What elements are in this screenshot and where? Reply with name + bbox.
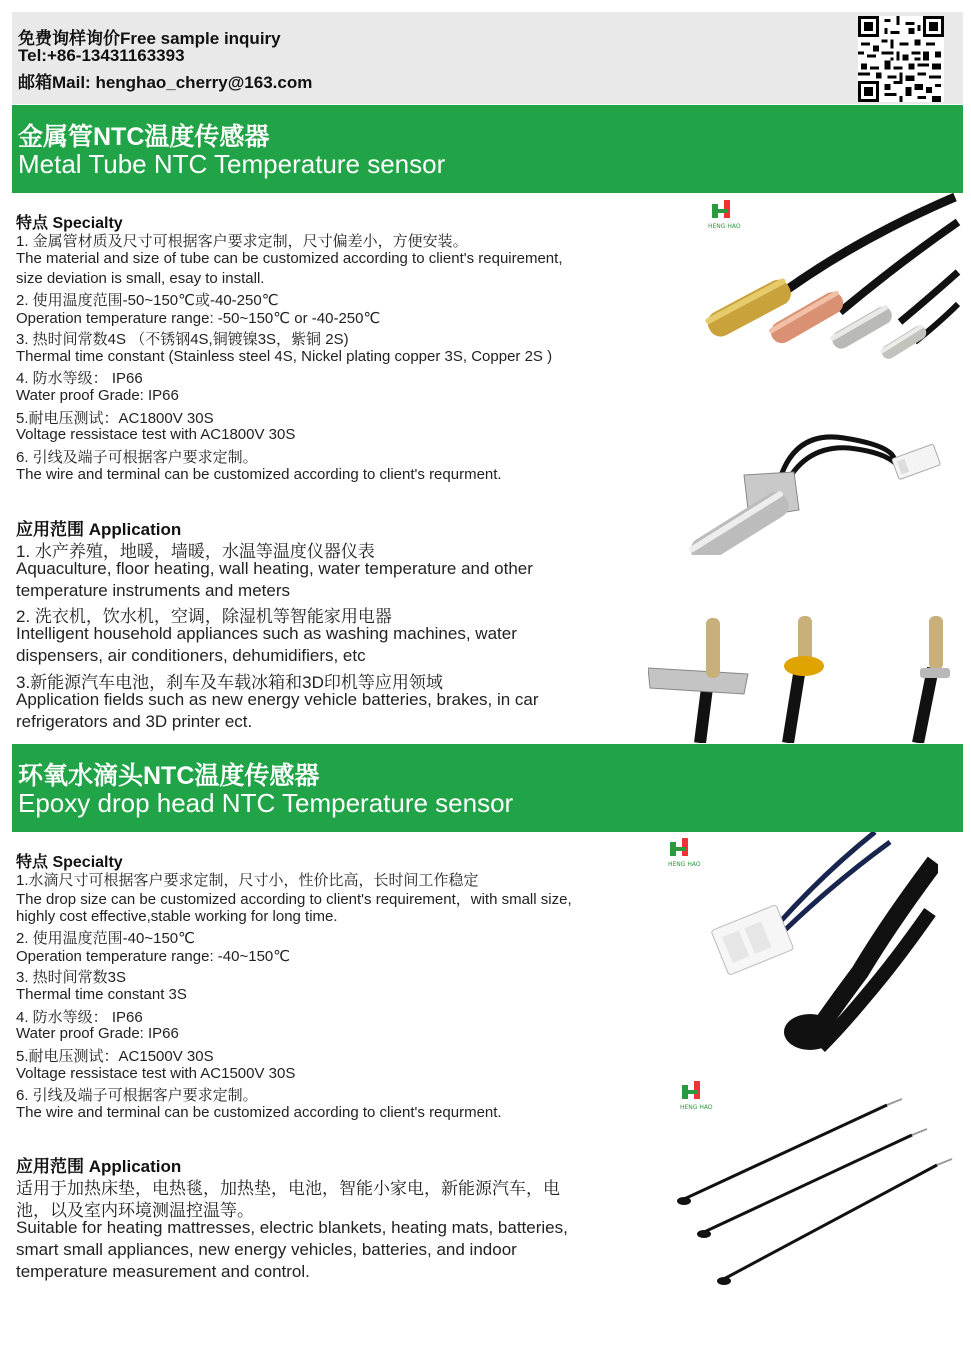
epoxy-drop-connector-image — [660, 832, 938, 1057]
section1-specialty-line: Voltage ressistace test with AC1800V 30S — [16, 426, 296, 443]
brand-logo-icon — [668, 838, 701, 868]
contact-inquiry: 免费询样询价Free sample inquiry — [18, 29, 281, 48]
flange-probe-image — [684, 420, 944, 555]
brand-logo-icon — [680, 1081, 713, 1111]
section1-specialty-heading: 特点 Specialty — [16, 215, 123, 232]
svg-text:HENG HAO: HENG HAO — [680, 1104, 713, 1111]
section1-specialty-line: size deviation is small, esay to install. — [16, 270, 265, 287]
section2-specialty-line: 1.水滴尺寸可根据客户要求定制，尺寸小，性价比高，长时间工作稳定 — [16, 872, 479, 889]
section1-specialty-line: The wire and terminal can be customized according to client's requrment. — [16, 466, 502, 483]
section1-application-line: dispensers, air conditioners, dehumidifiers, etc — [16, 646, 366, 665]
section2-specialty-line: Water proof Grade: IP66 — [16, 1025, 179, 1042]
section1-specialty-line: 4. 防水等级： IP66 — [16, 370, 143, 387]
section2-specialty-line: 3. 热时间常数3S — [16, 969, 127, 986]
section2-specialty-line: highly cost effective,stable working for long time. — [16, 908, 338, 925]
section2-specialty-line: The drop size can be customized according to client's requirement，with small size, — [16, 891, 572, 908]
contact-header — [12, 12, 963, 104]
contact-tel: Tel:+86-13431163393 — [18, 46, 185, 65]
section1-application-line: Application fields such as new energy vehicle batteries, brakes, in car — [16, 690, 539, 709]
section2-specialty-line: Thermal time constant 3S — [16, 986, 187, 1003]
svg-text:HENG HAO: HENG HAO — [708, 223, 741, 230]
section1-specialty-line: 1. 金属管材质及尺寸可根据客户要求定制，尺寸偏差小，方便安装。 — [16, 233, 468, 250]
section1-specialty-line: Water proof Grade: IP66 — [16, 387, 179, 404]
section2-application-line: 适用于加热床垫，电热毯，加热垫，电池，智能小家电，新能源汽车，电 — [16, 1179, 560, 1198]
section2-specialty-line: 5.耐电压测试：AC1500V 30S — [16, 1048, 214, 1065]
section2-application-heading: 应用范围 Application — [16, 1157, 182, 1176]
section1-specialty-line: 2. 使用温度范围-50~150℃或-40-250℃ — [16, 292, 279, 309]
section1-application-line: Aquaculture, floor heating, wall heating, water temperature and other — [16, 559, 533, 578]
section2-specialty-line: Operation temperature range: -40~150℃ — [16, 948, 291, 965]
section2-banner — [12, 744, 963, 832]
section1-title-cn: 金属管NTC温度传感器 — [18, 123, 270, 151]
section1-specialty-line: 5.耐电压测试：AC1800V 30S — [16, 410, 214, 427]
section1-specialty-line: 3. 热时间常数4S （不锈钢4S,铜镀镍3S，紫铜 2S) — [16, 331, 349, 348]
section2-application-line: smart small appliances, new energy vehicles, batteries, and indoor — [16, 1240, 517, 1259]
section2-specialty-line: 6. 引线及端子可根据客户要求定制。 — [16, 1087, 258, 1104]
section1-application-heading: 应用范围 Application — [16, 520, 182, 539]
brand-logo-icon — [708, 200, 741, 230]
section2-title-cn: 环氧水滴头NTC温度传感器 — [18, 762, 320, 790]
section1-title-en: Metal Tube NTC Temperature sensor — [18, 149, 446, 179]
section1-application-line: 1. 水产养殖，地暖，墙暖，水温等温度仪器仪表 — [16, 542, 375, 561]
section2-specialty-line: Voltage ressistace test with AC1500V 30S — [16, 1065, 296, 1082]
thin-probes-image — [672, 1075, 958, 1300]
section2-specialty-heading: 特点 Specialty — [16, 854, 123, 871]
section2-title-en: Epoxy drop head NTC Temperature sensor — [18, 788, 514, 818]
qr-code — [858, 16, 944, 102]
section2-specialty-line: The wire and terminal can be customized according to client's requrment. — [16, 1104, 502, 1121]
section2-specialty-line: 2. 使用温度范围-40~150℃ — [16, 930, 195, 947]
metal-tube-sensors-image — [700, 192, 962, 362]
section1-specialty-line: Operation temperature range: -50~150℃ or -40-250℃ — [16, 310, 381, 327]
section1-application-line: 3.新能源汽车电池，刹车及车载冰箱和3D印机等应用领域 — [16, 673, 443, 692]
svg-text:HENG HAO: HENG HAO — [668, 861, 701, 868]
section1-application-line: temperature instruments and meters — [16, 581, 291, 600]
section1-application-line: Intelligent household appliances such as washing machines, water — [16, 624, 517, 643]
section1-specialty-line: 6. 引线及端子可根据客户要求定制。 — [16, 449, 258, 466]
section2-application-line: 池，以及室内环境测温控温等。 — [16, 1201, 254, 1220]
section1-specialty-line: The material and size of tube can be customized according to client's requirement, — [16, 250, 563, 267]
section1-specialty-line: Thermal time constant (Stainless steel 4S, Nickel plating copper 3S, Copper 2S ) — [16, 348, 553, 365]
section2-application-line: Suitable for heating mattresses, electric blankets, heating mats, batteries, — [16, 1218, 568, 1237]
section1-banner — [12, 105, 963, 193]
section1-application-line: 2. 洗衣机，饮水机，空调，除湿机等智能家用电器 — [16, 607, 392, 626]
contact-mail: 邮箱Mail: henghao_cherry@163.com — [18, 73, 313, 92]
section1-application-line: refrigerators and 3D printer ect. — [16, 712, 253, 731]
section2-specialty-line: 4. 防水等级： IP66 — [16, 1009, 143, 1026]
threaded-probes-image — [648, 608, 960, 743]
section2-application-line: temperature measurement and control. — [16, 1262, 310, 1281]
